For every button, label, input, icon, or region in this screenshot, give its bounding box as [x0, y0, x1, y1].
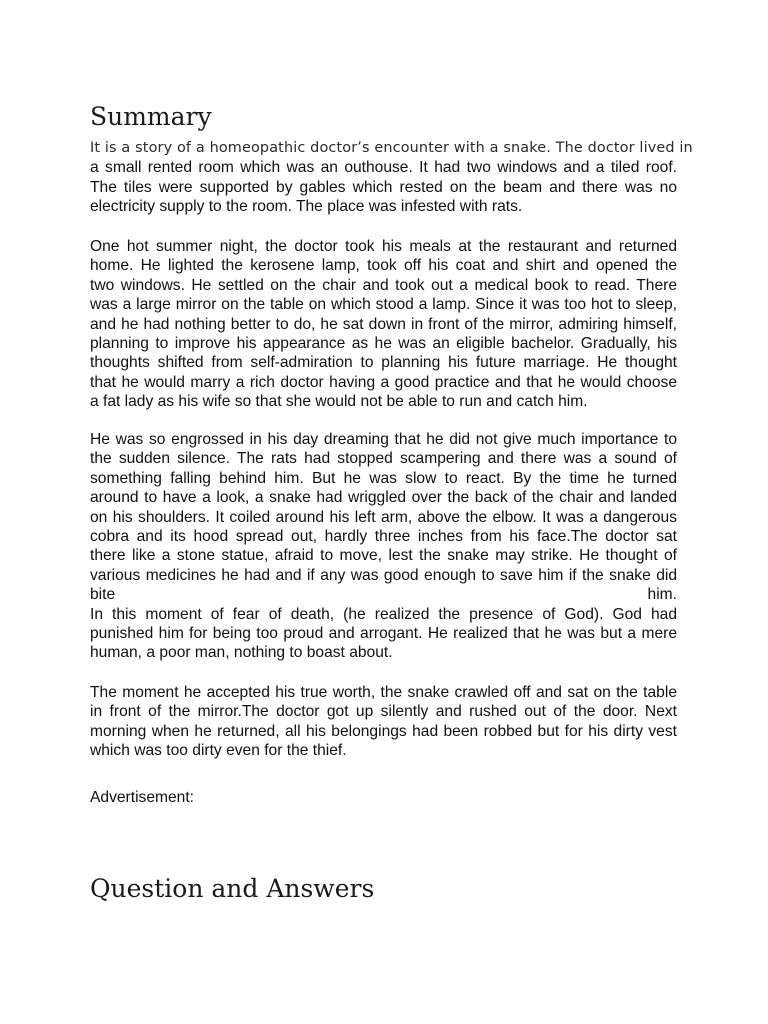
paragraph-snake-encounter — [90, 430, 677, 663]
text-line: there like a stone statue, afraid to move, lest the snake may strike. He thought of — [90, 547, 677, 565]
text-line: One hot summer night, the doctor took his meals at the restaurant and returned — [90, 238, 677, 255]
text-line: a fat lady as his wife so that she would not be able to run and catch him. — [90, 393, 588, 411]
text-line: a small rented room which was an outhouse. It had two windows and a tiled roof. — [90, 159, 677, 177]
text-line: electricity supply to the room. The place was infested with rats. — [90, 198, 523, 216]
text-line: punished him for being too proud and arrogant. He realized that he was but a mere — [90, 624, 677, 642]
text-line: human, a poor man, nothing to boast about. — [90, 644, 393, 662]
text-line: home. He lighted the kerosene lamp, took off his coat and shirt and opened the — [90, 257, 677, 275]
advertisement-label-block — [90, 788, 677, 807]
text-line: around to have a look, a snake had wriggled over the back of the chair and landed — [90, 489, 677, 507]
text-line: morning when he returned, all his belongings had been robbed but for his dirty vest — [90, 722, 677, 740]
text-line: various medicines he had and if any was good enough to save him if the snake did — [90, 566, 677, 584]
text-line: He was so engrossed in his day dreaming that he did not give much importance to — [90, 431, 677, 448]
text-line: in front of the mirror.The doctor got up silently and rushed out of the door. Next — [90, 703, 677, 721]
paragraph-resolution — [90, 683, 677, 761]
text-line: which was too dirty even for the thief. — [90, 742, 347, 760]
split-line-left: bite — [90, 586, 116, 604]
paragraph-intro — [90, 139, 693, 217]
text-line: two windows. He settled on the chair and took out a medical book to read. There — [90, 276, 677, 294]
text-line: planning to improve his appearance as he was an eligible bachelor. Gradually, his — [90, 334, 677, 352]
text-line: It is a story of a homeopathic doctor’s encounter with a snake. The doctor lived in — [90, 140, 693, 156]
question-and-answers-heading: Question and Answers — [90, 874, 375, 903]
text-line: and he had nothing better to do, he sat down in front of the mirror, admiring himself, — [90, 315, 677, 333]
text-line: that he would marry a rich doctor having a good practice and that he would choose — [90, 373, 677, 391]
split-line-right: him. — [647, 586, 677, 604]
text-line-split — [90, 585, 677, 604]
text-line: something falling behind him. But he was slow to react. By the time he turned — [90, 469, 677, 487]
text-line: In this moment of fear of death, (he realized the presence of God). God had — [90, 605, 677, 623]
text-line: cobra and its hood spread out, hardly three inches from his face.The doctor sat — [90, 527, 677, 545]
text-line: the sudden silence. The rats had stopped scampering and there was a sound of — [90, 450, 677, 468]
paragraph-summer-night — [90, 237, 677, 412]
text-line: on his shoulders. It coiled around his left arm, above the elbow. It was a dangerous — [90, 508, 677, 526]
advertisement-label: Advertisement: — [90, 789, 195, 806]
text-line: was a large mirror on the table on which stood a lamp. Since it was too hot to sleep, — [90, 296, 677, 314]
summary-heading: Summary — [90, 102, 212, 131]
text-line: thoughts shifted from self-admiration to planning his future marriage. He thought — [90, 354, 677, 372]
text-line: The tiles were supported by gables which rested on the beam and there was no — [90, 178, 677, 196]
text-line: The moment he accepted his true worth, the snake crawled off and sat on the table — [90, 684, 677, 701]
